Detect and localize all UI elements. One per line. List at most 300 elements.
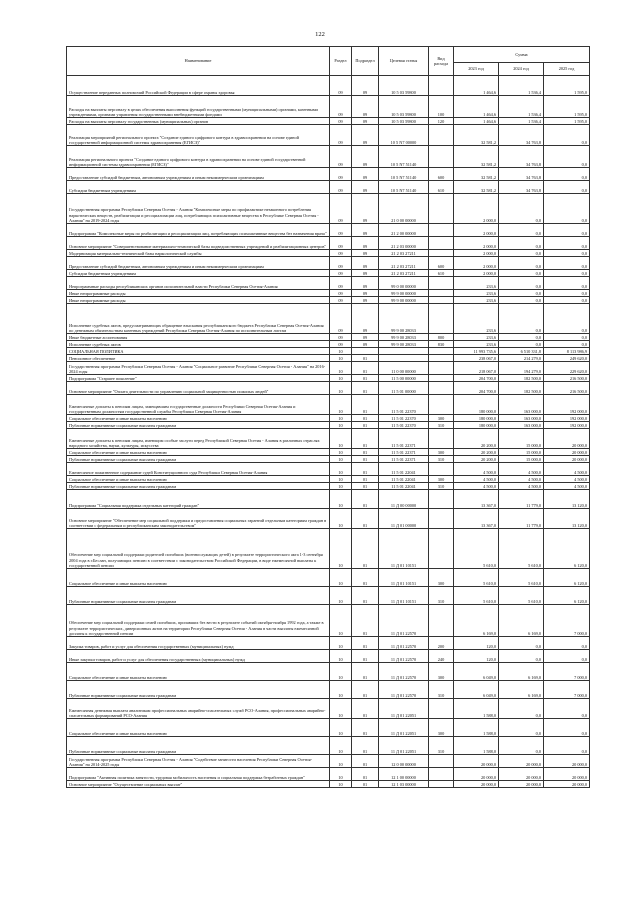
cell-sum-2023: 6 049,0 bbox=[454, 681, 499, 699]
cell-expense-type: 310 bbox=[429, 422, 454, 429]
cell-subsection: 01 bbox=[352, 490, 379, 509]
table-row bbox=[67, 476, 590, 483]
cell-subsection: 01 bbox=[352, 456, 379, 463]
cell-sum-2023: 13 367,0 bbox=[454, 509, 499, 529]
cell-expense-type: 200 bbox=[429, 637, 454, 650]
cell-sum-2024: 0,0 bbox=[499, 237, 544, 250]
table-row bbox=[67, 96, 590, 118]
cell-target-article: 21 2 03 00000 bbox=[379, 237, 429, 250]
cell-subsection: 01 bbox=[352, 362, 379, 375]
cell-sum-2023: 4 500,0 bbox=[454, 483, 499, 490]
cell-section: 10 bbox=[330, 348, 352, 355]
cell-sum-2023: 5 610,0 bbox=[454, 529, 499, 569]
cell-sum-2025: 4 500,0 bbox=[544, 463, 590, 476]
cell-sum-2023: 11 993 735,6 bbox=[454, 348, 499, 355]
cell-expense-type bbox=[429, 509, 454, 529]
cell-sum-2024: 15 000,0 bbox=[499, 456, 544, 463]
cell-expense-type: 300 bbox=[429, 415, 454, 422]
cell-subsection: 01 bbox=[352, 663, 379, 681]
table-row bbox=[67, 681, 590, 699]
cell-sum-2023: 1 588,0 bbox=[454, 737, 499, 755]
cell-section: 10 bbox=[330, 395, 352, 415]
table-row bbox=[67, 449, 590, 456]
cell-sum-2025: 4 500,0 bbox=[544, 476, 590, 483]
cell-target-article: 11 5 00 00000 bbox=[379, 375, 429, 382]
cell-target-article: 99 9 00 28033 bbox=[379, 304, 429, 334]
table-row bbox=[67, 650, 590, 663]
cell-expense-type: 240 bbox=[429, 650, 454, 663]
table-row bbox=[67, 509, 590, 529]
cell-expense-type bbox=[429, 348, 454, 355]
cell-sum-2025: 0,0 bbox=[544, 224, 590, 237]
cell-target-article: 11 5 01 22041 bbox=[379, 483, 429, 490]
table-row bbox=[67, 290, 590, 297]
cell-sum-2024: 6 510 331,8 bbox=[499, 348, 544, 355]
cell-subsection: 01 bbox=[352, 719, 379, 737]
cell-sum-2023: 20 200,0 bbox=[454, 456, 499, 463]
cell-subsection: 09 bbox=[352, 118, 379, 125]
cell-sum-2025: 1 595,0 bbox=[544, 96, 590, 118]
cell-expense-type bbox=[429, 768, 454, 781]
cell-subsection: 09 bbox=[352, 304, 379, 334]
table-header bbox=[67, 47, 590, 76]
cell-sum-2023: 2 000,0 bbox=[454, 224, 499, 237]
cell-name: Государственная программа Республики Северная Осетия - Алания "Социальное развитие Республики Северная Осетия - Алания" на 2016-2024 годы bbox=[67, 362, 330, 375]
cell-sum-2025: 0,0 bbox=[544, 181, 590, 194]
table-row bbox=[67, 362, 590, 375]
cell-subsection: 09 bbox=[352, 341, 379, 348]
cell-target-article: 21 2 03 27211 bbox=[379, 250, 429, 257]
cell-sum-2024: 0,0 bbox=[499, 637, 544, 650]
cell-sum-2025: 0,0 bbox=[544, 237, 590, 250]
cell-expense-type bbox=[429, 755, 454, 768]
cell-sum-2023: 13 367,0 bbox=[454, 490, 499, 509]
cell-subsection: 01 bbox=[352, 483, 379, 490]
table-row bbox=[67, 429, 590, 449]
cell-subsection: 01 bbox=[352, 650, 379, 663]
cell-expense-type bbox=[429, 355, 454, 362]
cell-sum-2024: 1 536,4 bbox=[499, 76, 544, 96]
cell-sum-2024: 5 610,0 bbox=[499, 569, 544, 587]
cell-name: Социальное обеспечение и иные выплаты населению bbox=[67, 476, 330, 483]
cell-name: Публичные нормативные социальные выплаты гражданам bbox=[67, 422, 330, 429]
cell-sum-2025: 7 000,0 bbox=[544, 663, 590, 681]
cell-subsection: 01 bbox=[352, 375, 379, 382]
cell-name: Подпрограмма "Активная политика занятости, трудовая мобильность населения и социальная поддержка безработных граждан" bbox=[67, 768, 330, 781]
cell-subsection: 01 bbox=[352, 476, 379, 483]
cell-subsection: 09 bbox=[352, 297, 379, 304]
cell-name: СОЦИАЛЬНАЯ ПОЛИТИКА bbox=[67, 348, 330, 355]
cell-sum-2024: 0,0 bbox=[499, 270, 544, 277]
cell-sum-2025: 192 000,0 bbox=[544, 395, 590, 415]
table-row bbox=[67, 334, 590, 341]
cell-target-article: 21 2 03 27211 bbox=[379, 257, 429, 270]
cell-name: Расходы на выплаты персоналу в целях обеспечения выполнения функций государственными (муниципальными) органами, казенными учреждениями, органами управления государственными внебюджетными фондами bbox=[67, 96, 330, 118]
cell-sum-2024: 0,0 bbox=[499, 334, 544, 341]
cell-expense-type: 610 bbox=[429, 270, 454, 277]
cell-subsection: 01 bbox=[352, 781, 379, 788]
cell-expense-type: 100 bbox=[429, 96, 454, 118]
cell-name: Подпрограмма "Социальная поддержка отдельных категорий граждан" bbox=[67, 490, 330, 509]
cell-sum-2024: 4 500,0 bbox=[499, 463, 544, 476]
table-row bbox=[67, 297, 590, 304]
cell-target-article: 11 Д 01 10151 bbox=[379, 529, 429, 569]
table-row bbox=[67, 699, 590, 719]
cell-target-article: 11 Д 01 10151 bbox=[379, 587, 429, 605]
table-row bbox=[67, 237, 590, 250]
table-row bbox=[67, 375, 590, 382]
cell-sum-2025: 0,0 bbox=[544, 257, 590, 270]
cell-sum-2023: 2 000,0 bbox=[454, 194, 499, 224]
cell-section: 10 bbox=[330, 429, 352, 449]
cell-section: 09 bbox=[330, 194, 352, 224]
cell-section: 09 bbox=[330, 277, 352, 290]
table-row bbox=[67, 663, 590, 681]
cell-section: 10 bbox=[330, 681, 352, 699]
cell-target-article: 11 Д 01 22051 bbox=[379, 719, 429, 737]
cell-expense-type: 600 bbox=[429, 168, 454, 181]
cell-sum-2025: 13 120,0 bbox=[544, 490, 590, 509]
cell-expense-type: 310 bbox=[429, 681, 454, 699]
cell-sum-2025: 6 120,0 bbox=[544, 587, 590, 605]
cell-target-article: 10 5 03 59800 bbox=[379, 76, 429, 96]
cell-expense-type: 310 bbox=[429, 483, 454, 490]
table-row bbox=[67, 277, 590, 290]
cell-expense-type bbox=[429, 463, 454, 476]
cell-sum-2024: 20 000,0 bbox=[499, 768, 544, 781]
cell-sum-2023: 4 500,0 bbox=[454, 463, 499, 476]
cell-subsection: 01 bbox=[352, 569, 379, 587]
cell-sum-2025: 8 113 986,9 bbox=[544, 348, 590, 355]
cell-expense-type bbox=[429, 146, 454, 168]
cell-sum-2023: 120,0 bbox=[454, 637, 499, 650]
table-row bbox=[67, 456, 590, 463]
cell-target-article: 11 5 01 22041 bbox=[379, 463, 429, 476]
cell-section: 10 bbox=[330, 650, 352, 663]
cell-name: Подпрограмма "Старшее поколение" bbox=[67, 375, 330, 382]
cell-name: Основное мероприятие "Осуществление социальных выплат" bbox=[67, 781, 330, 788]
cell-sum-2024: 11 779,0 bbox=[499, 490, 544, 509]
cell-sum-2024: 0,0 bbox=[499, 194, 544, 224]
cell-target-article: 12 1 03 00000 bbox=[379, 781, 429, 788]
cell-expense-type bbox=[429, 529, 454, 569]
cell-name: Расходы на выплаты персоналу государственных (муниципальных) органов bbox=[67, 118, 330, 125]
cell-target-article: 99 9 00 28033 bbox=[379, 334, 429, 341]
cell-sum-2023: 1 588,0 bbox=[454, 719, 499, 737]
cell-section: 10 bbox=[330, 781, 352, 788]
cell-expense-type: 300 bbox=[429, 449, 454, 456]
cell-target-article: 11 Д 01 00000 bbox=[379, 509, 429, 529]
cell-sum-2024: 1 536,4 bbox=[499, 118, 544, 125]
cell-subsection: 09 bbox=[352, 76, 379, 96]
cell-sum-2024: 11 779,0 bbox=[499, 509, 544, 529]
cell-subsection: 09 bbox=[352, 125, 379, 146]
cell-name: Исполнение судебных актов, предусматривающих обращение взыскания республиканского бюджета Республики Северная Осетия-Алания по денежным обязательствам казенных учреждений Республики Северная Осетия-Алания по исполнительным листам bbox=[67, 304, 330, 334]
cell-target-article: 10 5 N7 51140 bbox=[379, 168, 429, 181]
cell-name: Субсидии бюджетным учреждениям bbox=[67, 181, 330, 194]
cell-expense-type: 310 bbox=[429, 737, 454, 755]
cell-sum-2025: 0,0 bbox=[544, 737, 590, 755]
cell-target-article: 12 0 00 00000 bbox=[379, 755, 429, 768]
cell-section: 10 bbox=[330, 362, 352, 375]
table-row bbox=[67, 181, 590, 194]
cell-sum-2025: 20 000,0 bbox=[544, 768, 590, 781]
cell-name: Ежемесячное пожизненное содержание судей Конституционного суда Республики Северная Осетия-Алания bbox=[67, 463, 330, 476]
cell-sum-2023: 218 067,0 bbox=[454, 362, 499, 375]
cell-sum-2023: 1 464,6 bbox=[454, 118, 499, 125]
cell-name: Субсидии бюджетным учреждениям bbox=[67, 270, 330, 277]
cell-target-article: 99 0 00 00000 bbox=[379, 277, 429, 290]
cell-section: 10 bbox=[330, 483, 352, 490]
cell-section: 09 bbox=[330, 257, 352, 270]
cell-sum-2024: 0,0 bbox=[499, 650, 544, 663]
table-row bbox=[67, 146, 590, 168]
cell-name: Государственная программа Республики Северная Осетия - Алания "Содействие занятости населения Республики Северная Осетия-Алания" на 2014-2025 годы bbox=[67, 755, 330, 768]
cell-subsection: 09 bbox=[352, 334, 379, 341]
page-number: 122 bbox=[315, 31, 325, 38]
cell-sum-2023: 4 500,0 bbox=[454, 476, 499, 483]
cell-section: 09 bbox=[330, 181, 352, 194]
cell-section: 09 bbox=[330, 146, 352, 168]
table-row bbox=[67, 415, 590, 422]
cell-expense-type bbox=[429, 304, 454, 334]
cell-subsection: 01 bbox=[352, 422, 379, 429]
cell-section: 10 bbox=[330, 355, 352, 362]
cell-sum-2024: 20 000,0 bbox=[499, 781, 544, 788]
table-row bbox=[67, 605, 590, 637]
cell-expense-type bbox=[429, 382, 454, 395]
cell-target-article: 11 5 01 22371 bbox=[379, 456, 429, 463]
cell-section: 09 bbox=[330, 341, 352, 348]
cell-target-article: 11 0 00 00000 bbox=[379, 362, 429, 375]
cell-expense-type: 800 bbox=[429, 334, 454, 341]
cell-sum-2024: 0,0 bbox=[499, 719, 544, 737]
cell-target-article: 10 5 N7 51140 bbox=[379, 146, 429, 168]
cell-target-article: 21 2 03 27211 bbox=[379, 270, 429, 277]
cell-sum-2024: 0,0 bbox=[499, 277, 544, 290]
table-row bbox=[67, 304, 590, 334]
cell-sum-2023: 1 464,6 bbox=[454, 76, 499, 96]
cell-name: Социальное обеспечение и иные выплаты населению bbox=[67, 663, 330, 681]
cell-sum-2024: 182 500,0 bbox=[499, 382, 544, 395]
cell-sum-2024: 6 169,0 bbox=[499, 663, 544, 681]
cell-section: 10 bbox=[330, 476, 352, 483]
cell-sum-2024: 0,0 bbox=[499, 250, 544, 257]
table-row bbox=[67, 125, 590, 146]
cell-expense-type bbox=[429, 490, 454, 509]
cell-target-article: 99 9 00 00000 bbox=[379, 290, 429, 297]
cell-sum-2023: 120,0 bbox=[454, 650, 499, 663]
cell-name: Ежемесячные доплаты к пенсиям лицам, имеющим особые заслуги перед Республикой Северная Осетия - Алания в различных отраслях народного хозяйства, науки, культуры, искусства bbox=[67, 429, 330, 449]
table-row bbox=[67, 422, 590, 429]
cell-sum-2024: 0,0 bbox=[499, 224, 544, 237]
cell-sum-2025: 20 000,0 bbox=[544, 755, 590, 768]
cell-sum-2023: 5 610,0 bbox=[454, 569, 499, 587]
table-row bbox=[67, 194, 590, 224]
cell-section: 10 bbox=[330, 587, 352, 605]
cell-expense-type bbox=[429, 194, 454, 224]
table-row bbox=[67, 483, 590, 490]
cell-section: 10 bbox=[330, 637, 352, 650]
cell-expense-type bbox=[429, 699, 454, 719]
cell-name: Иные бюджетные ассигнования bbox=[67, 334, 330, 341]
cell-expense-type bbox=[429, 290, 454, 297]
cell-sum-2023: 233,6 bbox=[454, 304, 499, 334]
cell-name: Государственная программа Республики Северная Осетия - Алания "Комплексные меры по профилактике незаконного потребления наркотических веществ, реабилитации и ресоциализации лиц, потребляющих психоактивные вещества в Республике Северная Осетия - Алания" на 2019-2024 годы bbox=[67, 194, 330, 224]
cell-section: 10 bbox=[330, 663, 352, 681]
cell-sum-2023: 6 169,0 bbox=[454, 605, 499, 637]
cell-target-article: 21 2 00 00000 bbox=[379, 224, 429, 237]
cell-sum-2024: 0,0 bbox=[499, 341, 544, 348]
cell-name: Ежемесячная денежная выплата аналитикам профессиональных аварийно-спасательных служб РСО-Алания, профессиональных аварийно-спасательных формирований РСО-Алания bbox=[67, 699, 330, 719]
cell-subsection: 09 bbox=[352, 270, 379, 277]
cell-sum-2023: 180 000,0 bbox=[454, 395, 499, 415]
cell-expense-type bbox=[429, 429, 454, 449]
cell-section: 09 bbox=[330, 297, 352, 304]
cell-target-article: 10 5 N7 00000 bbox=[379, 125, 429, 146]
cell-sum-2024: 6 169,0 bbox=[499, 605, 544, 637]
cell-name: Пенсионное обеспечение bbox=[67, 355, 330, 362]
cell-name: Публичные нормативные социальные выплаты гражданам bbox=[67, 681, 330, 699]
cell-sum-2023: 233,6 bbox=[454, 290, 499, 297]
cell-sum-2023: 233,6 bbox=[454, 341, 499, 348]
cell-sum-2025: 216 500,0 bbox=[544, 382, 590, 395]
cell-name: Основное мероприятие "Оплата деятельности по управлению социальной защищенностью пожилых людей" bbox=[67, 382, 330, 395]
cell-target-article: 11 5 01 00000 bbox=[379, 382, 429, 395]
cell-sum-2023: 20 200,0 bbox=[454, 449, 499, 456]
cell-sum-2025: 249 620,0 bbox=[544, 355, 590, 362]
cell-name: Предоставление субсидий бюджетным, автономным учреждениям и иным некоммерческим организациям bbox=[67, 257, 330, 270]
cell-sum-2025: 1 595,0 bbox=[544, 76, 590, 96]
cell-sum-2023: 2 000,0 bbox=[454, 257, 499, 270]
cell-section: 09 bbox=[330, 237, 352, 250]
header-name: Наименование bbox=[67, 47, 330, 76]
table-row bbox=[67, 490, 590, 509]
cell-subsection: 09 bbox=[352, 146, 379, 168]
table-body bbox=[67, 76, 590, 788]
cell-target-article: 11 Д 01 22570 bbox=[379, 663, 429, 681]
cell-section: 10 bbox=[330, 529, 352, 569]
table-row bbox=[67, 382, 590, 395]
cell-sum-2025: 0,0 bbox=[544, 334, 590, 341]
table-row bbox=[67, 395, 590, 415]
cell-target-article: 99 9 00 28033 bbox=[379, 341, 429, 348]
cell-expense-type bbox=[429, 125, 454, 146]
cell-sum-2024: 34 763,8 bbox=[499, 181, 544, 194]
cell-sum-2024: 0,0 bbox=[499, 290, 544, 297]
cell-expense-type bbox=[429, 362, 454, 375]
cell-sum-2024: 34 763,8 bbox=[499, 168, 544, 181]
cell-sum-2025: 0,0 bbox=[544, 277, 590, 290]
cell-section: 09 bbox=[330, 125, 352, 146]
cell-expense-type bbox=[429, 781, 454, 788]
cell-target-article: 11 Д 01 22051 bbox=[379, 699, 429, 719]
cell-sum-2023: 32 581,2 bbox=[454, 146, 499, 168]
cell-section: 09 bbox=[330, 270, 352, 277]
cell-name: Иные закупки товаров, работ и услуг для обеспечения государственных (муниципальных) нужд bbox=[67, 650, 330, 663]
cell-section: 09 bbox=[330, 96, 352, 118]
cell-expense-type bbox=[429, 297, 454, 304]
table-row bbox=[67, 569, 590, 587]
table-row bbox=[67, 737, 590, 755]
cell-subsection: 09 bbox=[352, 237, 379, 250]
cell-subsection: 01 bbox=[352, 637, 379, 650]
cell-target-article: 11 5 01 22370 bbox=[379, 395, 429, 415]
cell-target-article: 11 5 01 22370 bbox=[379, 415, 429, 422]
cell-sum-2023: 20 000,0 bbox=[454, 768, 499, 781]
table-row bbox=[67, 529, 590, 569]
cell-name: Основное мероприятие "Совершенствование материально-технической базы подведомственных учреждений и реабилитационных центров" bbox=[67, 237, 330, 250]
cell-subsection: 09 bbox=[352, 257, 379, 270]
cell-target-article bbox=[379, 348, 429, 355]
cell-sum-2024: 34 763,8 bbox=[499, 125, 544, 146]
cell-name: Иные непрограммные расходы bbox=[67, 297, 330, 304]
cell-sum-2025: 0,0 bbox=[544, 650, 590, 663]
cell-name: Публичные нормативные социальные выплаты гражданам bbox=[67, 737, 330, 755]
cell-target-article: 11 5 01 22371 bbox=[379, 429, 429, 449]
header-expense-type: Вид расхода bbox=[429, 47, 454, 76]
cell-sum-2023: 2 000,0 bbox=[454, 237, 499, 250]
cell-sum-2023: 20 000,0 bbox=[454, 755, 499, 768]
cell-sum-2025: 20 000,0 bbox=[544, 449, 590, 456]
cell-expense-type bbox=[429, 250, 454, 257]
table-row bbox=[67, 118, 590, 125]
cell-subsection: 01 bbox=[352, 768, 379, 781]
cell-target-article: 11 5 01 22041 bbox=[379, 476, 429, 483]
cell-section: 10 bbox=[330, 569, 352, 587]
cell-sum-2025: 192 000,0 bbox=[544, 422, 590, 429]
cell-sum-2025: 0,0 bbox=[544, 304, 590, 334]
cell-name: Реализация регионального проекта "Создание единого цифрового контура в здравоохранении на основе единой государственной информационной системы здравоохранения (ЕГИСЗ)" bbox=[67, 146, 330, 168]
cell-subsection: 09 bbox=[352, 224, 379, 237]
table-row bbox=[67, 250, 590, 257]
cell-sum-2023: 6 049,0 bbox=[454, 663, 499, 681]
cell-sum-2024: 1 536,4 bbox=[499, 96, 544, 118]
cell-sum-2024: 20 000,0 bbox=[499, 755, 544, 768]
cell-sum-2025: 0,0 bbox=[544, 341, 590, 348]
cell-subsection: 09 bbox=[352, 194, 379, 224]
cell-expense-type: 600 bbox=[429, 257, 454, 270]
cell-expense-type: 120 bbox=[429, 118, 454, 125]
cell-expense-type bbox=[429, 605, 454, 637]
cell-sum-2024: 15 000,0 bbox=[499, 449, 544, 456]
cell-section: 09 bbox=[330, 168, 352, 181]
cell-subsection: 01 bbox=[352, 415, 379, 422]
cell-sum-2023: 1 588,0 bbox=[454, 699, 499, 719]
cell-target-article: 11 Д 01 22570 bbox=[379, 681, 429, 699]
header-razdel: Раздел bbox=[330, 47, 352, 76]
cell-sum-2023: 233,6 bbox=[454, 277, 499, 290]
table-row bbox=[67, 755, 590, 768]
cell-subsection: 01 bbox=[352, 755, 379, 768]
cell-expense-type: 300 bbox=[429, 569, 454, 587]
cell-subsection: 01 bbox=[352, 605, 379, 637]
cell-sum-2025: 0,0 bbox=[544, 637, 590, 650]
cell-expense-type: 830 bbox=[429, 341, 454, 348]
cell-subsection: 01 bbox=[352, 463, 379, 476]
cell-target-article: 11 Д 01 22051 bbox=[379, 737, 429, 755]
cell-subsection: 01 bbox=[352, 737, 379, 755]
cell-name: Социальное обеспечение и иные выплаты населению bbox=[67, 449, 330, 456]
table-row bbox=[67, 768, 590, 781]
cell-sum-2025: 4 500,0 bbox=[544, 483, 590, 490]
cell-sum-2024: 6 169,0 bbox=[499, 681, 544, 699]
cell-target-article: 11 Д 01 10151 bbox=[379, 569, 429, 587]
cell-sum-2025: 0,0 bbox=[544, 699, 590, 719]
cell-subsection: 09 bbox=[352, 181, 379, 194]
cell-subsection: 01 bbox=[352, 449, 379, 456]
table-row bbox=[67, 257, 590, 270]
